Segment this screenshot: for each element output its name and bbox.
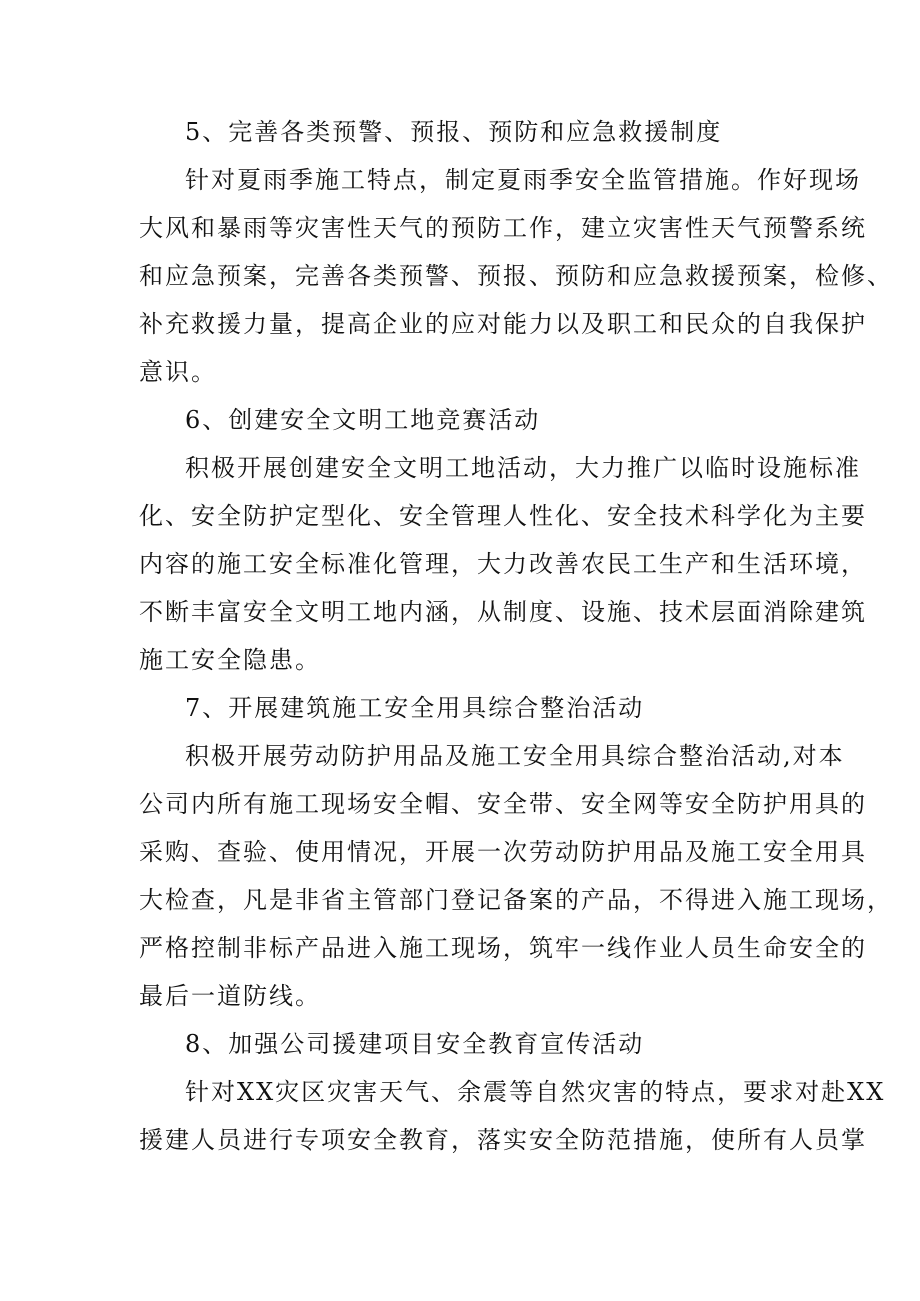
paragraph-line: 采购、查验、使用情况，开展一次劳动防护用品及施工安全用具 xyxy=(139,838,867,866)
section-heading: 8、加强公司援建项目安全教育宣传活动 xyxy=(185,1030,645,1058)
paragraph-line: 公司内所有施工现场安全帽、安全带、安全网等安全防护用具的 xyxy=(139,790,867,818)
paragraph-line: 内容的施工安全标准化管理，大力改善农民工生产和生活环境， xyxy=(139,550,867,578)
paragraph-line: 积极开展创建安全文明工地活动，大力推广以临时设施标准 xyxy=(185,454,861,482)
paragraph-line: 大风和暴雨等灾害性天气的预防工作，建立灾害性天气预警系统 xyxy=(139,214,867,242)
section-heading: 5、完善各类预警、预报、预防和应急救援制度 xyxy=(185,118,723,146)
paragraph-line: 积极开展劳动防护用品及施工安全用具综合整治活动,对本 xyxy=(185,742,845,770)
paragraph-line: 补充救援力量，提高企业的应对能力以及职工和民众的自我保护 xyxy=(139,310,867,338)
paragraph-line: 针对XX灾区灾害天气、余震等自然灾害的特点，要求对赴XX xyxy=(185,1078,886,1106)
paragraph-line: 意识。 xyxy=(139,358,217,386)
section-8 xyxy=(139,1020,886,1164)
paragraph-line: 援建人员进行专项安全教育，落实安全防范措施，使所有人员掌 xyxy=(139,1126,867,1154)
document-body xyxy=(139,108,893,1164)
section-7 xyxy=(139,684,893,1020)
section-heading: 6、创建安全文明工地竞赛活动 xyxy=(185,406,541,434)
paragraph-line: 化、安全防护定型化、安全管理人性化、安全技术科学化为主要 xyxy=(139,502,867,530)
paragraph-line: 大检查，凡是非省主管部门登记备案的产品，不得进入施工现场， xyxy=(139,886,893,914)
paragraph-line: 针对夏雨季施工特点，制定夏雨季安全监管措施。作好现场 xyxy=(185,166,861,194)
section-6 xyxy=(139,396,867,684)
paragraph-line: 不断丰富安全文明工地内涵，从制度、设施、技术层面消除建筑 xyxy=(139,598,867,626)
paragraph-line: 和应急预案，完善各类预警、预报、预防和应急救援预案，检修、 xyxy=(139,262,893,290)
section-5 xyxy=(139,108,893,396)
paragraph-line: 严格控制非标产品进入施工现场，筑牢一线作业人员生命安全的 xyxy=(139,934,867,962)
section-heading: 7、开展建筑施工安全用具综合整治活动 xyxy=(185,694,645,722)
paragraph-line: 最后一道防线。 xyxy=(139,982,321,1010)
paragraph-line: 施工安全隐患。 xyxy=(139,646,321,674)
